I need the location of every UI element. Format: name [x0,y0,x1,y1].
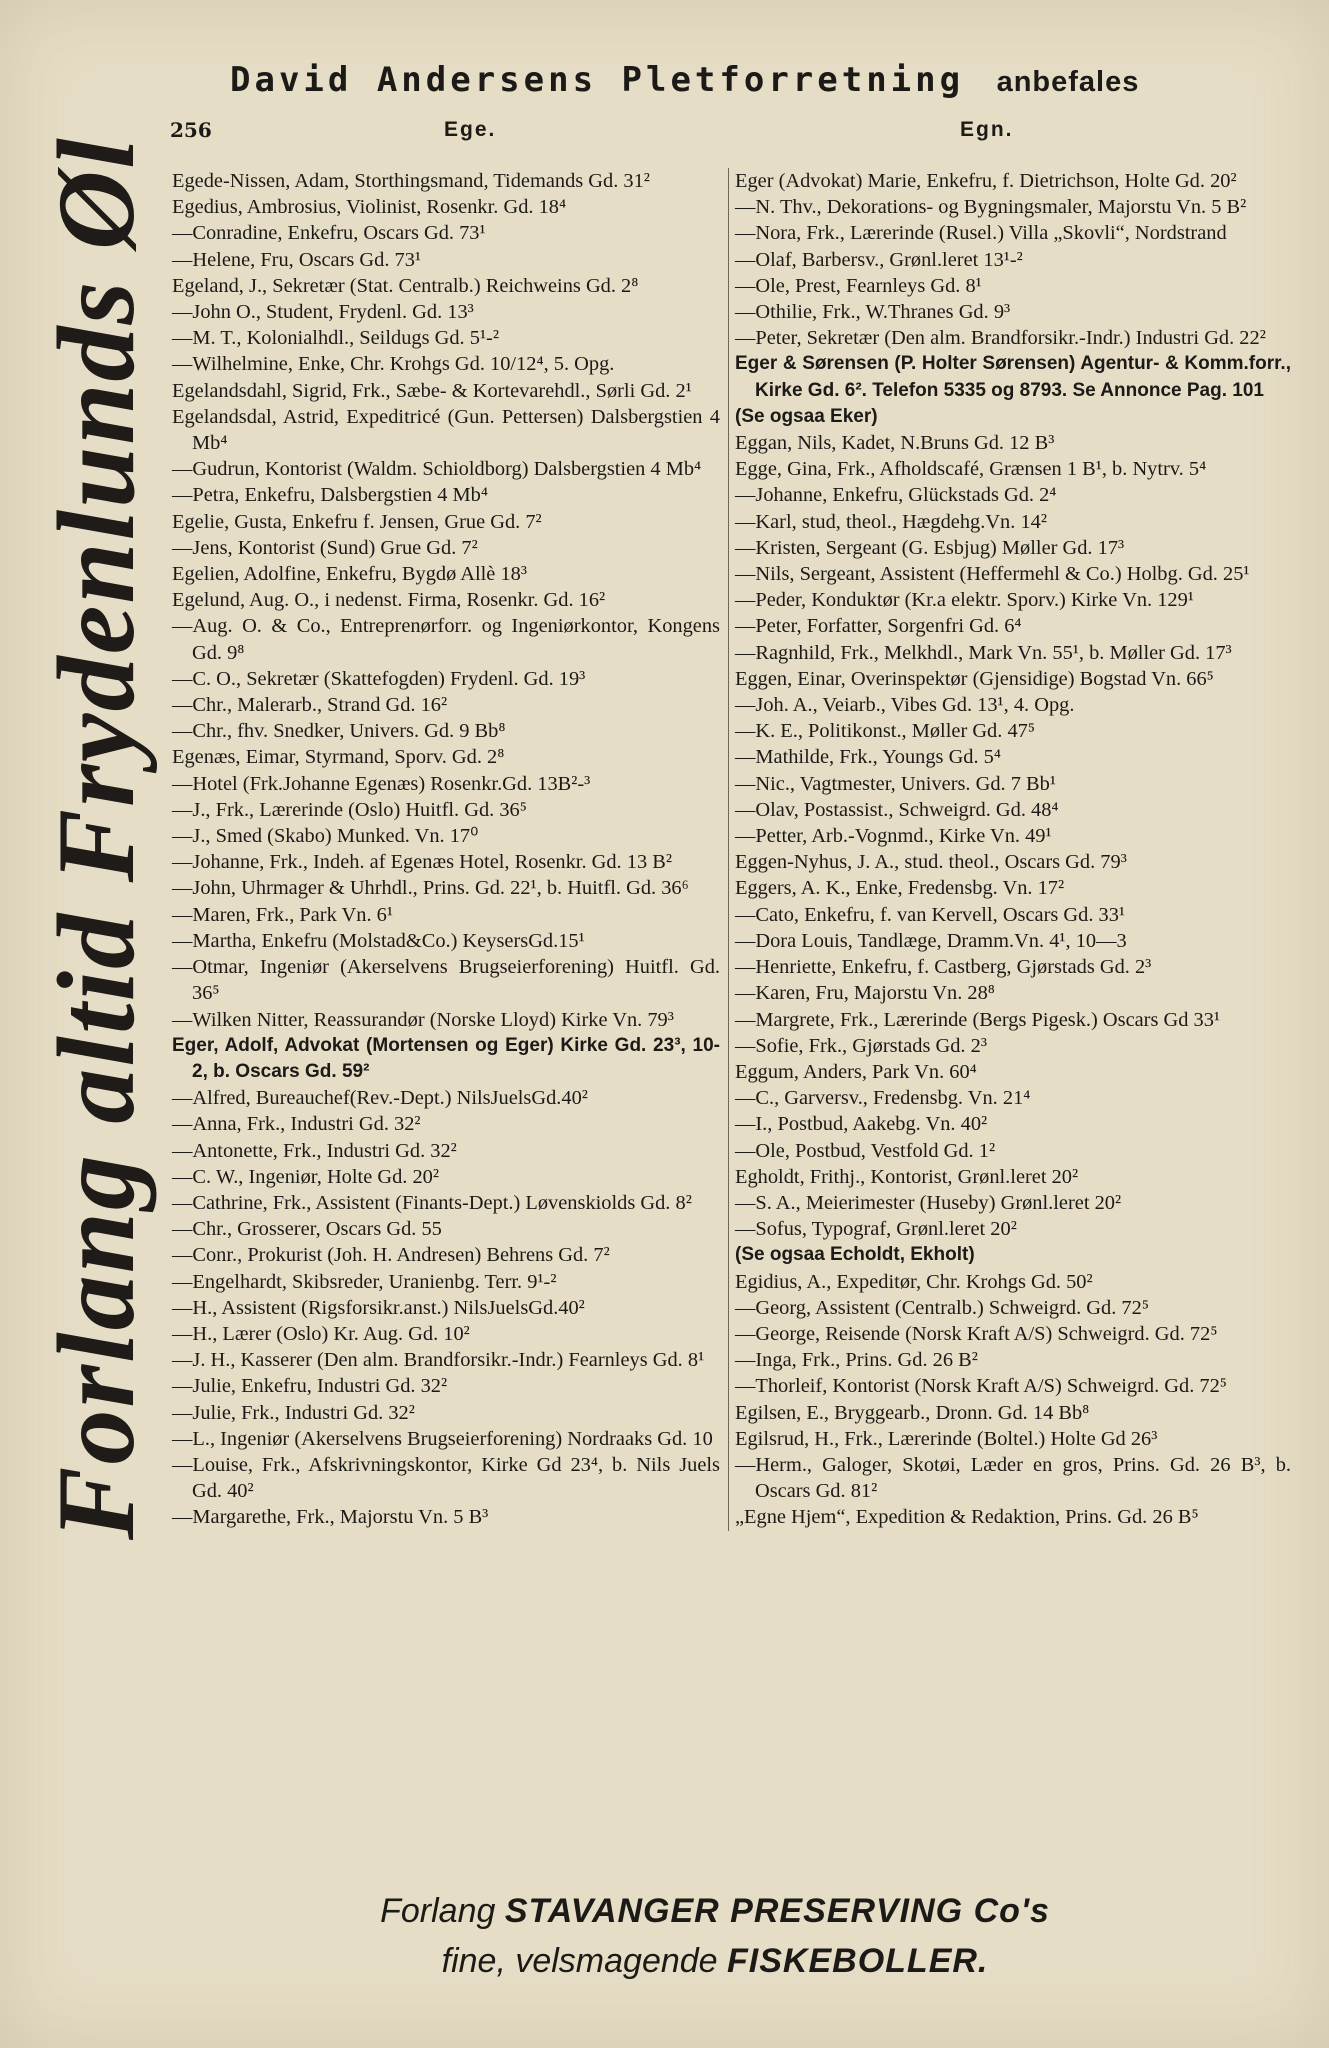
directory-entry: Egeland, J., Sekretær (Stat. Centralb.) Reichweins Gd. 2⁸ [172,274,639,297]
directory-entry: —Henriette, Enkefru, f. Castberg, Gjørstads Gd. 2³ [735,956,1152,979]
directory-entry: Eggen-Nyhus, J. A., stud. theol., Oscars Gd. 79³ [735,851,1127,874]
page-number: 256 [170,118,212,142]
directory-entry: —Olaf, Barbersv., Grønl.leret 13¹-² [735,248,1023,271]
directory-entry: —Hotel (Frk.Johanne Egenæs) Rosenkr.Gd. 13B²-³ [172,772,591,795]
directory-entry: —George, Reisende (Norsk Kraft A/S) Schweigrd. Gd. 72⁵ [735,1322,1218,1345]
directory-entry: Egidius, A., Expeditør, Chr. Krohgs Gd. 50² [735,1270,1093,1293]
directory-entry: „Egne Hjem“, Expedition & Redaktion, Prins. Gd. 26 B⁵ [735,1506,1199,1529]
directory-entry: Egenæs, Eimar, Styrmand, Sporv. Gd. 2⁸ [172,746,505,769]
directory-entry: —Johanne, Enkefru, Glückstads Gd. 2⁴ [735,484,1057,507]
directory-entry: —N. Thv., Dekorations- og Bygningsmaler, Majorstu Vn. 5 B² [735,196,1247,219]
directory-entry: —Conradine, Enkefru, Oscars Gd. 73¹ [172,222,486,245]
directory-entry: —C. O., Sekretær (Skattefogden) Frydenl. Gd. 19³ [172,667,586,690]
directory-entry: —Sofus, Typograf, Grønl.leret 20² [735,1218,1017,1241]
directory-entry: Egelandsdahl, Sigrid, Frk., Sæbe- & Kortevarehdl., Sørli Gd. 2¹ [172,379,692,402]
directory-entry: —John O., Student, Frydenl. Gd. 13³ [172,301,474,324]
directory-entry: —Jens, Kontorist (Sund) Grue Gd. 7² [172,536,478,559]
directory-entry: —Peter, Forfatter, Sorgenfri Gd. 6⁴ [735,615,1022,638]
footer-prefix-1: Forlang [380,1892,496,1930]
directory-entry: —Julie, Enkefru, Industri Gd. 32² [172,1375,448,1398]
directory-entry: —Peter, Sekretær (Den alm. Brandforsikr.-Indr.) Industri Gd. 22² [735,327,1266,350]
directory-entry: —Alfred, Bureauchef(Rev.-Dept.) NilsJuelsGd.40² [172,1087,588,1110]
right-column [728,168,1291,1531]
directory-entry: —H., Lærer (Oslo) Kr. Aug. Gd. 10² [172,1322,470,1345]
directory-entry: —C. W., Ingeniør, Holte Gd. 20² [172,1165,439,1188]
directory-entry: Egelie, Gusta, Enkefru f. Jensen, Grue Gd. 7² [172,510,542,533]
directory-entry: Eger & Sørensen (P. Holter Sørensen) Agentur- & Komm.forr., Kirke Gd. 6². Telefon 5335 og 8793. Se Annonce Pag. 101 [735,353,1291,401]
footer-brand: STAVANGER PRESERVING Co's [504,1892,1050,1930]
footer-product: FISKEBOLLER. [727,1942,989,1980]
left-column [172,168,720,1531]
directory-entry: —Joh. A., Veiarb., Vibes Gd. 13¹, 4. Opg. [735,694,1075,717]
directory-entry: —Peder, Konduktør (Kr.a elektr. Sporv.) Kirke Vn. 129¹ [735,589,1194,612]
directory-entry: —Gudrun, Kontorist (Waldm. Schioldborg) Dalsbergstien 4 Mb⁴ [172,458,702,481]
directory-entry: —Georg, Assistent (Centralb.) Schweigrd. Gd. 72⁵ [735,1296,1149,1319]
directory-entry: —Dora Louis, Tandlæge, Dramm.Vn. 4¹, 10—3 [735,929,1127,952]
directory-entry: —Ragnhild, Frk., Melkhdl., Mark Vn. 55¹, b. Møller Gd. 17³ [735,641,1232,664]
directory-entry: —K. E., Politikonst., Møller Gd. 47⁵ [735,720,1035,743]
header-ad-main: David Andersens Pletforretning [230,60,965,100]
footer-prefix-2: fine, velsmagende [441,1942,718,1980]
directory-entry: —Chr., fhv. Snedker, Univers. Gd. 9 Bb⁸ [172,720,506,743]
directory-entry: —Inga, Frk., Prins. Gd. 26 B² [735,1349,978,1372]
directory-entry: —Anna, Frk., Industri Gd. 32² [172,1113,421,1136]
directory-entry: Egelien, Adolfine, Enkefru, Bygdø Allè 18³ [172,563,527,586]
directory-entry: —Herm., Galoger, Skotøi, Læder en gros, Prins. Gd. 26 B³, b. Oscars Gd. 81² [735,1453,1291,1503]
directory-entry: (Se ogsaa Eker) [735,405,878,427]
directory-entry: Eger (Advokat) Marie, Enkefru, f. Dietrichson, Holte Gd. 20² [735,170,1237,192]
directory-entry: —Antonette, Frk., Industri Gd. 32² [172,1139,457,1162]
directory-entry: —Cathrine, Frk., Assistent (Finants-Dept.) Løvenskiolds Gd. 8² [172,1191,692,1214]
directory-entry: —Otmar, Ingeniør (Akerselvens Brugseierforening) Huitfl. Gd. 36⁵ [172,956,720,1005]
directory-entry: —J. H., Kasserer (Den alm. Brandforsikr.-Indr.) Fearnleys Gd. 8¹ [172,1349,705,1372]
directory-entry: —Chr., Grosserer, Oscars Gd. 55 [172,1218,442,1241]
directory-entry: Egede-Nissen, Adam, Storthingsmand, Tidemands Gd. 31² [172,170,650,192]
directory-entry: (Se ogsaa Echoldt, Ekholt) [735,1244,975,1266]
directory-entry: —Karen, Fru, Majorstu Vn. 28⁸ [735,982,995,1005]
directory-entry: —Wilhelmine, Enke, Chr. Krohgs Gd. 10/12⁴, 5. Opg. [172,353,615,376]
header-ad-tail: anbefales [996,66,1140,98]
directory-entry: —Margarethe, Frk., Majorstu Vn. 5 B³ [172,1506,489,1529]
directory-entry: —H., Assistent (Rigsforsikr.anst.) NilsJuelsGd.40² [172,1296,585,1319]
directory-entry: —Cato, Enkefru, f. van Kervell, Oscars Gd. 33¹ [735,903,1126,926]
directory-entry: —Othilie, Frk., W.Thranes Gd. 9³ [735,301,1011,324]
directory-entry: Eggen, Einar, Overinspektør (Gjensidige) Bogstad Vn. 66⁵ [735,667,1214,690]
directory-entry: —Petter, Arb.-Vognmd., Kirke Vn. 49¹ [735,825,1052,848]
footer-line-2 [160,1936,1270,1986]
directory-entry: Egedius, Ambrosius, Violinist, Rosenkr. Gd. 18⁴ [172,196,567,219]
directory-entry: —John, Uhrmager & Uhrhdl., Prins. Gd. 22¹, b. Huitfl. Gd. 36⁶ [172,877,689,900]
directory-entry: —Conr., Prokurist (Joh. H. Andresen) Behrens Gd. 7² [172,1244,610,1267]
directory-entry: Egelandsdal, Astrid, Expeditricé (Gun. Pettersen) Dalsbergstien 4 Mb⁴ [172,405,720,455]
directory-entry: —L., Ingeniør (Akerselvens Brugseierforening) Nordraaks Gd. 10 [172,1427,713,1450]
directory-entry: Egelund, Aug. O., i nedenst. Firma, Rosenkr. Gd. 16² [172,589,606,612]
footer-line-1 [160,1886,1270,1936]
directory-entry: Eggan, Nils, Kadet, N.Bruns Gd. 12 B³ [735,432,1055,455]
directory-entry: —Nic., Vagtmester, Univers. Gd. 7 Bb¹ [735,772,1056,795]
directory-entry: —Chr., Malerarb., Strand Gd. 16² [172,694,448,717]
directory-entry: —Johanne, Frk., Indeh. af Egenæs Hotel, Rosenkr. Gd. 13 B² [172,851,672,874]
directory-entry: —C., Garversv., Fredensbg. Vn. 21⁴ [735,1087,1031,1110]
directory-entry: —Engelhardt, Skibsreder, Uranienbg. Terr. 9¹-² [172,1270,557,1293]
directory-entry: —Wilken Nitter, Reassurandør (Norske Lloyd) Kirke Vn. 79³ [172,1008,674,1031]
directory-entry: —Ole, Postbud, Vestfold Gd. 1² [735,1139,996,1162]
directory-entry: Egilsen, E., Bryggearb., Dronn. Gd. 14 Bb⁸ [735,1401,1090,1424]
directory-entry: —J., Smed (Skabo) Munked. Vn. 17⁰ [172,825,479,848]
directory-entry: Eggers, A. K., Enke, Fredensbg. Vn. 17² [735,877,1065,900]
directory-entry: Egge, Gina, Frk., Afholdscafé, Grænsen 1 B¹, b. Nytrv. 5⁴ [735,458,1207,481]
directory-entry: —Aug. O. & Co., Entreprenørforr. og Ingeniørkontor, Kongens Gd. 9⁸ [172,615,720,664]
directory-entry: —Nora, Frk., Lærerinde (Rusel.) Villa „Skovli“, Nordstrand [735,222,1227,245]
directory-entry: —Nils, Sergeant, Assistent (Heffermehl & Co.) Holbg. Gd. 25¹ [735,563,1250,586]
directory-entry: —Helene, Fru, Oscars Gd. 73¹ [172,248,422,271]
guide-word-right: Egn. [960,118,1014,141]
directory-entry: —S. A., Meierimester (Huseby) Grønl.leret 20² [735,1191,1122,1214]
directory-entry: Eger, Adolf, Advokat (Mortensen og Eger) Kirke Gd. 23³, 10-2, b. Oscars Gd. 59² [172,1034,720,1082]
directory-entry: —Julie, Frk., Industri Gd. 32² [172,1401,415,1424]
guide-word-left: Ege. [444,118,497,141]
directory-entry: —Sofie, Frk., Gjørstads Gd. 2³ [735,1034,987,1057]
directory-entry: —Maren, Frk., Park Vn. 6¹ [172,903,393,926]
directory-entry: —Olav, Postassist., Schweigrd. Gd. 48⁴ [735,798,1059,821]
directory-entry: —Kristen, Sergeant (G. Esbjug) Møller Gd. 17³ [735,536,1125,559]
directory-entry: —Martha, Enkefru (Molstad&Co.) KeysersGd.15¹ [172,929,585,952]
directory-entry: —Louise, Frk., Afskrivningskontor, Kirke Gd 23⁴, b. Nils Juels Gd. 40² [172,1453,720,1503]
directory-entry: —Petra, Enkefru, Dalsbergstien 4 Mb⁴ [172,484,488,507]
footer-advertisement [160,1886,1270,1986]
directory-entry: —Karl, stud, theol., Hægdehg.Vn. 14² [735,510,1047,533]
header-advertisement [230,60,1290,100]
directory-entry: —M. T., Kolonialhdl., Seildugs Gd. 5¹-² [172,327,499,350]
directory-entry: —I., Postbud, Aakebg. Vn. 40² [735,1113,988,1136]
directory-entry: —J., Frk., Lærerinde (Oslo) Huitfl. Gd. 36⁵ [172,798,527,821]
directory-entry: —Ole, Prest, Fearnleys Gd. 8¹ [735,274,982,297]
directory-entry: —Margrete, Frk., Lærerinde (Bergs Pigesk.) Oscars Gd 33¹ [735,1008,1221,1031]
directory-entry: —Mathilde, Frk., Youngs Gd. 5⁴ [735,746,1001,769]
side-advertisement: Forlang altid Frydenlunds Øl [35,136,157,1540]
directory-entry: Egilsrud, H., Frk., Lærerinde (Boltel.) Holte Gd 26³ [735,1427,1158,1450]
directory-entry: Eggum, Anders, Park Vn. 60⁴ [735,1060,977,1083]
directory-entry: Egholdt, Frithj., Kontorist, Grønl.leret 20² [735,1165,1079,1188]
directory-entry: —Thorleif, Kontorist (Norsk Kraft A/S) Schweigrd. Gd. 72⁵ [735,1375,1227,1398]
